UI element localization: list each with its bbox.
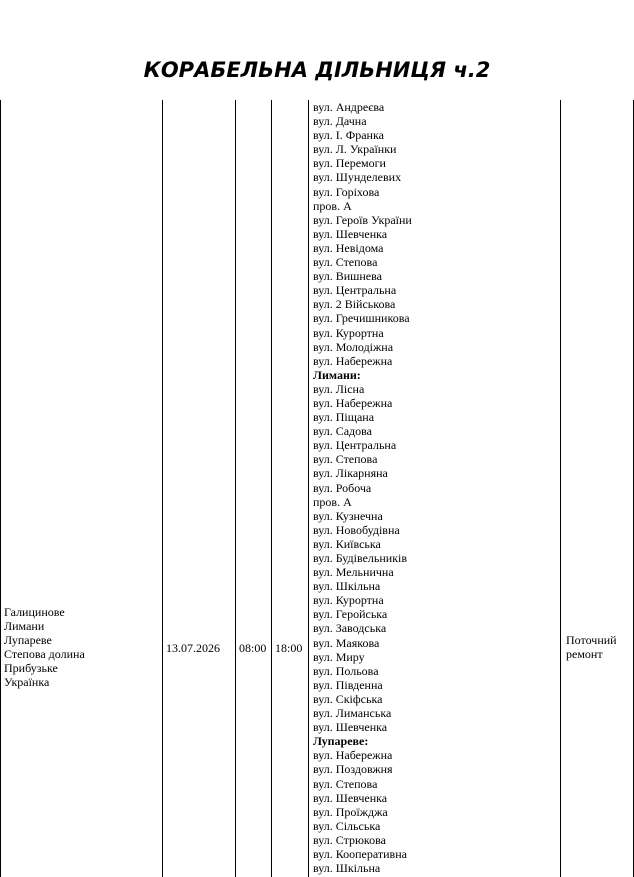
settlements-cell bbox=[4, 605, 85, 690]
street-item: вул. Набережна bbox=[313, 748, 393, 763]
street-item: вул. Заводська bbox=[313, 621, 387, 636]
street-item: вул. Мельнична bbox=[313, 565, 394, 580]
street-item: вул. Проїжджа bbox=[313, 804, 388, 819]
column-divider bbox=[308, 100, 309, 877]
street-item: вул. І. Франка bbox=[313, 128, 384, 143]
locality-header: Лимани: bbox=[313, 367, 361, 382]
street-item: вул. Миру bbox=[313, 649, 365, 664]
settlement-name: Галицинове bbox=[4, 605, 65, 619]
street-item: вул. Шевченка bbox=[313, 226, 388, 241]
time-to-cell: 18:00 bbox=[275, 641, 303, 655]
street-item: вул. Лиманська bbox=[313, 706, 392, 721]
street-item: вул. Геройська bbox=[313, 607, 388, 622]
street-item: вул. Горіхова bbox=[313, 184, 380, 199]
outage-table bbox=[0, 100, 634, 877]
street-item: вул. Шевченка bbox=[313, 720, 388, 735]
street-item: вул. Шевченка bbox=[313, 790, 388, 805]
street-item: вул. Польова bbox=[313, 663, 379, 678]
street-item: вул. Л. Українки bbox=[313, 142, 397, 157]
street-item: вул. Стрюкова bbox=[313, 832, 386, 847]
street-item: пров. А bbox=[313, 198, 352, 213]
street-item: вул. Набережна bbox=[313, 395, 393, 410]
locality-header: Лупареве: bbox=[313, 734, 369, 749]
table-border-left bbox=[0, 100, 1, 877]
street-item: вул. Лікарняна bbox=[313, 466, 388, 481]
street-item: вул. Новобудівна bbox=[313, 522, 400, 537]
settlement-name: Лупареве bbox=[4, 633, 52, 648]
street-item: вул. Курортна bbox=[313, 593, 384, 608]
street-item: вул. 2 Військова bbox=[313, 297, 396, 312]
street-item: вул. Дачна bbox=[313, 114, 367, 129]
column-divider bbox=[235, 100, 236, 877]
settlement-name: Українка bbox=[4, 675, 50, 690]
street-item: вул. Гречишникова bbox=[313, 311, 410, 326]
column-divider bbox=[162, 100, 163, 877]
street-item: вул. Степова bbox=[313, 452, 378, 467]
streets-list bbox=[313, 100, 559, 875]
street-item: вул. Невідома bbox=[313, 240, 384, 255]
street-item: вул. Шкільна bbox=[313, 861, 381, 876]
street-item: вул. Лісна bbox=[313, 381, 365, 396]
settlement-name: Прибузьке bbox=[4, 661, 58, 676]
street-item: вул. Центральна bbox=[313, 438, 397, 453]
street-item: вул. Набережна bbox=[313, 353, 393, 368]
street-item: вул. Перемоги bbox=[313, 156, 386, 171]
street-item: вул. Степова bbox=[313, 255, 378, 270]
reason-cell bbox=[566, 633, 617, 661]
street-item: вул. Шунделевих bbox=[313, 170, 402, 185]
street-item: пров. А bbox=[313, 494, 352, 509]
street-item: вул. Робоча bbox=[313, 480, 372, 495]
street-item: вул. Героїв України bbox=[313, 212, 412, 227]
page-title: КОРАБЕЛЬНА ДІЛЬНИЦЯ ч.2 bbox=[143, 58, 491, 82]
street-item: вул. Поздовжня bbox=[313, 762, 393, 777]
street-item: вул. Кооперативна bbox=[313, 846, 407, 861]
reason-text: ремонт bbox=[566, 647, 603, 662]
street-item: вул. Андреєва bbox=[313, 100, 385, 114]
street-item: вул. Піщана bbox=[313, 410, 375, 425]
street-item: вул. Кузнечна bbox=[313, 508, 383, 523]
street-item: вул. Сільська bbox=[313, 818, 381, 833]
date-cell: 13.07.2026 bbox=[166, 641, 220, 655]
street-item: вул. Київська bbox=[313, 536, 381, 551]
street-item: вул. Вишнева bbox=[313, 269, 382, 284]
column-divider bbox=[271, 100, 272, 877]
settlement-name: Лимани bbox=[4, 619, 45, 634]
street-item: вул. Курортна bbox=[313, 325, 384, 340]
street-item: вул. Будівельників bbox=[313, 551, 408, 565]
street-item: вул. Скіфська bbox=[313, 691, 383, 706]
street-item: вул. Степова bbox=[313, 776, 378, 791]
street-item: вул. Молодіжна bbox=[313, 339, 394, 354]
street-item: вул. Садова bbox=[313, 424, 372, 439]
street-item: вул. Маякова bbox=[313, 635, 380, 650]
street-item: вул. Шкільна bbox=[313, 579, 381, 594]
time-from-cell: 08:00 bbox=[239, 641, 267, 655]
settlement-name: Степова долина bbox=[4, 647, 85, 662]
street-item: вул. Південна bbox=[313, 677, 383, 692]
reason-text: Поточний bbox=[566, 633, 617, 647]
column-divider bbox=[560, 100, 561, 877]
street-item: вул. Центральна bbox=[313, 283, 397, 298]
